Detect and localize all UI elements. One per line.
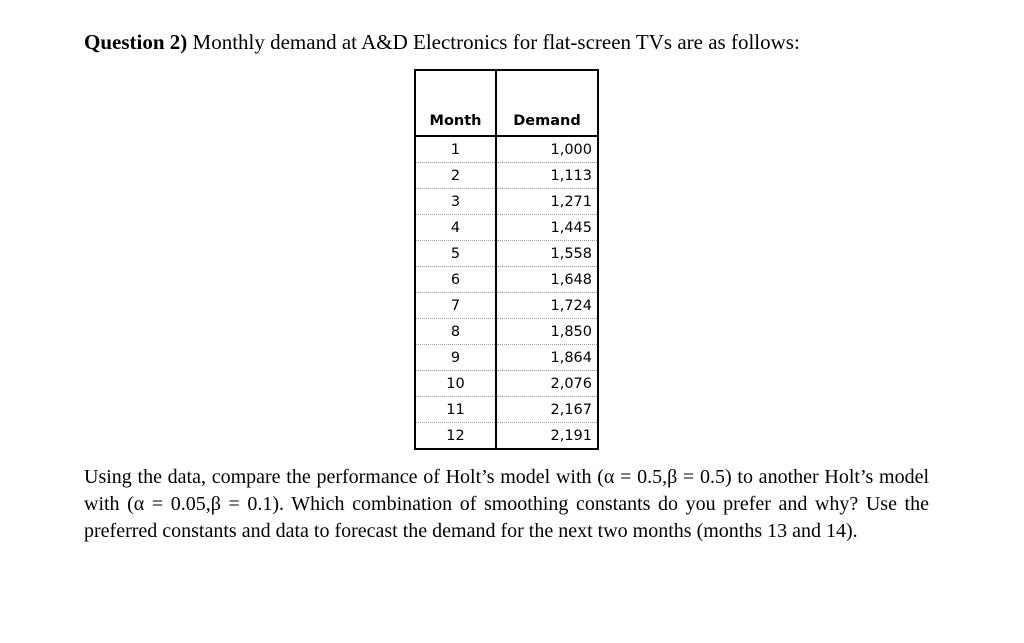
question-text: Monthly demand at A&D Electronics for flat-screen TVs are as follows: — [187, 30, 800, 54]
month-cell: 6 — [416, 267, 496, 293]
question-label: Question 2) — [84, 30, 188, 54]
month-cell: 5 — [416, 241, 496, 267]
month-column-header: Month — [416, 71, 496, 136]
demand-cell: 2,191 — [550, 427, 592, 444]
table-row — [416, 423, 597, 449]
month-cell: 12 — [416, 423, 496, 449]
demand-column-header: Demand — [496, 71, 597, 136]
demand-cell: 1,000 — [496, 136, 597, 163]
table-row — [416, 371, 597, 397]
demand-cell: 2,167 — [496, 397, 597, 423]
table-row — [416, 136, 597, 163]
question-instructions: Using the data, compare the performance of Holt’s model with (α = 0.5,β = 0.5) to another Holt’s model with (α = 0.05,β = 0.1). Which combination of smoothing constants do you prefer and why? Use the preferred constants and data to forecast the demand for the next two months (months 13 and 14). — [84, 466, 929, 542]
month-cell: 7 — [416, 293, 496, 319]
table-row — [416, 163, 597, 189]
demand-table-body — [416, 136, 597, 448]
demand-cell: 1,864 — [496, 345, 597, 371]
table-row — [416, 189, 597, 215]
question-heading — [84, 29, 800, 55]
table-header-row — [416, 71, 597, 136]
demand-table — [416, 71, 597, 448]
demand-cell: 1,558 — [496, 241, 597, 267]
table-row — [416, 215, 597, 241]
month-cell: 2 — [416, 163, 496, 189]
table-row — [416, 319, 597, 345]
month-cell: 3 — [416, 189, 496, 215]
table-row — [416, 293, 597, 319]
table-row — [416, 267, 597, 293]
month-cell: 10 — [416, 371, 496, 397]
demand-cell: 1,850 — [496, 319, 597, 345]
month-cell: 1 — [416, 136, 496, 163]
table-row — [416, 345, 597, 371]
demand-cell: 1,648 — [496, 267, 597, 293]
demand-table-container — [414, 69, 599, 450]
demand-cell: 1,271 — [496, 189, 597, 215]
demand-cell: 1,445 — [496, 215, 597, 241]
table-row — [416, 241, 597, 267]
demand-cell: 1,724 — [496, 293, 597, 319]
month-cell: 9 — [416, 345, 496, 371]
month-cell: 8 — [416, 319, 496, 345]
demand-cell: 1,113 — [496, 163, 597, 189]
table-row — [416, 397, 597, 423]
demand-cell: 2,076 — [496, 371, 597, 397]
month-cell: 11 — [416, 397, 496, 423]
month-cell: 4 — [416, 215, 496, 241]
